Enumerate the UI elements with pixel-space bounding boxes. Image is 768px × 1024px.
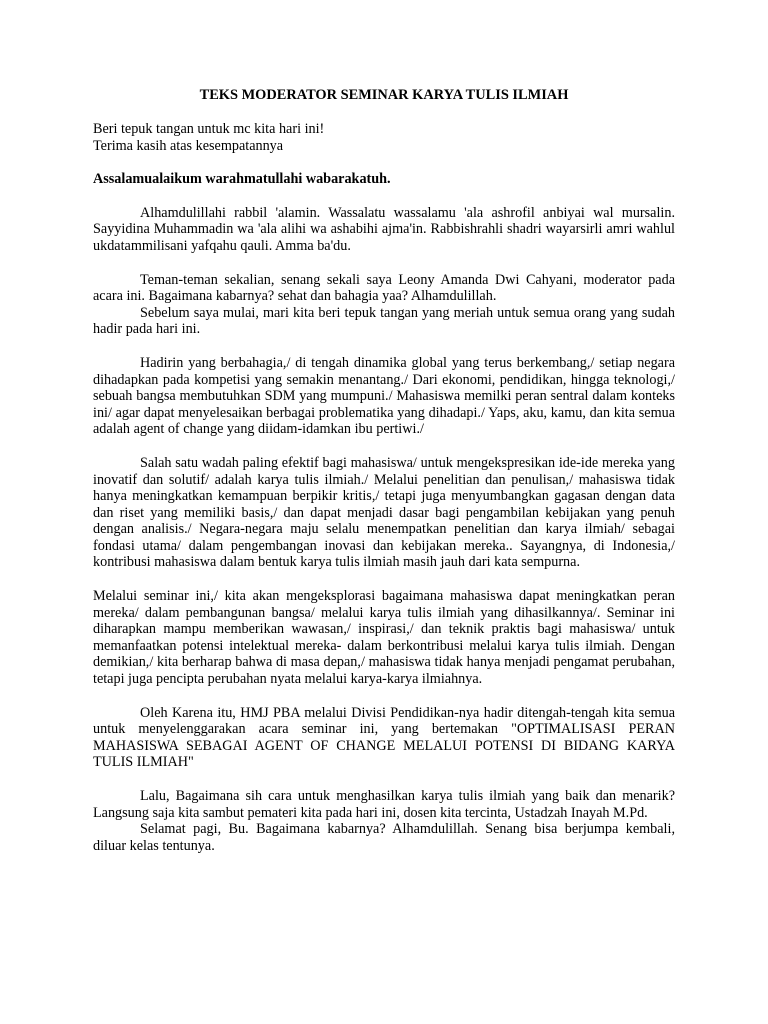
paragraph: Selamat pagi, Bu. Bagaimana kabarnya? Alhamdulillah. Senang bisa berjumpa kembali, diluar kelas tentunya. [93, 821, 675, 854]
global-context-block [93, 355, 675, 438]
paragraph: Melalui seminar ini,/ kita akan mengeksplorasi bagaimana mahasiswa dapat meningkatkan peran mereka/ dalam pembangunan bangsa/ melalui karya tulis ilmiah yang dihasilkannya/. Seminar ini diharapkan mampu memberikan wawasan,/ inspirasi,/ dan teknik praktis bagi mahasiswa/ untuk memanfaatkan potensi intelektual mereka- dalam berkontribusi melalui karya tulis ilmiah. Dengan demikian,/ kita berharap bahwa di masa depan,/ mahasiswa tidak hanya menjadi pengamat perubahan, tetapi juga pencipta perubahan nyata melalui karya-karya ilmiahnya. [93, 588, 675, 688]
intro-block [93, 121, 675, 154]
seminar-purpose-block [93, 588, 675, 688]
speaker-intro-block [93, 788, 675, 854]
introduction-block [93, 272, 675, 338]
paragraph: Alhamdulillahi rabbil 'alamin. Wassalatu wassalamu 'ala ashrofil anbiyai wal mursalin. Sayyidina Muhammadin wa 'ala alihi wa ashabihi ajma'in. Rabbishrahli shadri wayarsirli amri wahlul ukdatammilisani yafqahu qauli. Amma ba'du. [93, 204, 675, 254]
paragraph: Teman-teman sekalian, senang sekali saya Leony Amanda Dwi Cahyani, moderator pada acara ini. Bagaimana kabarnya? sehat dan bahagia yaa? Alhamdulillah. [93, 271, 675, 305]
intro-line: Beri tepuk tangan untuk mc kita hari ini! [93, 121, 325, 137]
document-title: TEKS MODERATOR SEMINAR KARYA TULIS ILMIAH [199, 87, 569, 103]
paragraph: Salah satu wadah paling efektif bagi mahasiswa/ untuk mengekspresikan ide-ide mereka yang inovatif dan solutif/ adalah karya tulis ilmiah./ Melalui penelitian dan penulisan,/ mahasiswa tidak hanya meningkatkan kemampuan berpikir kritis,/ tetapi juga menyumbangkan gagasan dengan data dan riset yang memiliki basis,/ dan dapat menjadi dasar bagi pengambilan kebijakan yang penuh dengan analisis./ Negara-negara maju selalu menempatkan penelitian dan karya ilmiah/ sebagai fondasi utama/ dalam pengembangan inovasi dan kebijakan mereka.. Sayangnya, di Indonesia,/ kontribusi mahasiswa dalam bentuk karya tulis ilmiah masih jauh dari kata sempurna. [93, 454, 675, 571]
greeting-line: Assalamualaikum warahmatullahi wabarakatuh. [93, 171, 391, 188]
paragraph: Oleh Karena itu, HMJ PBA melalui Divisi Pendidikan-nya hadir ditengah-tengah kita semua untuk menyelenggarakan acara seminar ini, yang bertemakan "OPTIMALISASI PERAN MAHASISWA SEBAGAI AGENT OF CHANGE MELALUI POTENSI DI BIDANG KARYA TULIS ILMIAH" [93, 704, 675, 771]
paragraph: Sebelum saya mulai, mari kita beri tepuk tangan yang meriah untuk semua orang yang sudah hadir pada hari ini. [93, 304, 675, 338]
theme-block [93, 705, 675, 771]
paragraph: Hadirin yang berbahagia,/ di tengah dinamika global yang terus berkembang,/ setiap negara dihadapkan pada kompetisi yang semakin menantang./ Dari ekonomi, pendidikan, hingga teknologi,/ sebuah bangsa membutuhkan SDM yang mumpuni./ Mahasiswa memilki peran sentral dalam konteks ini/ agar dapat menyelesaikan berbagai problematika yang dihadapi./ Yaps, aku, kamu, dan kita semua adalah agent of change yang diidam-idamkan ibu pertiwi./ [93, 354, 675, 438]
karya-tulis-block [93, 455, 675, 571]
paragraph: Lalu, Bagaimana sih cara untuk menghasilkan karya tulis ilmiah yang baik dan menarik? Langsung saja kita sambut pemateri kita pada hari ini, dosen kita tercinta, Ustadzah Inayah M.Pd. [93, 788, 675, 821]
intro-line: Terima kasih atas kesempatannya [93, 137, 284, 154]
opening-prayer-block [93, 205, 675, 255]
